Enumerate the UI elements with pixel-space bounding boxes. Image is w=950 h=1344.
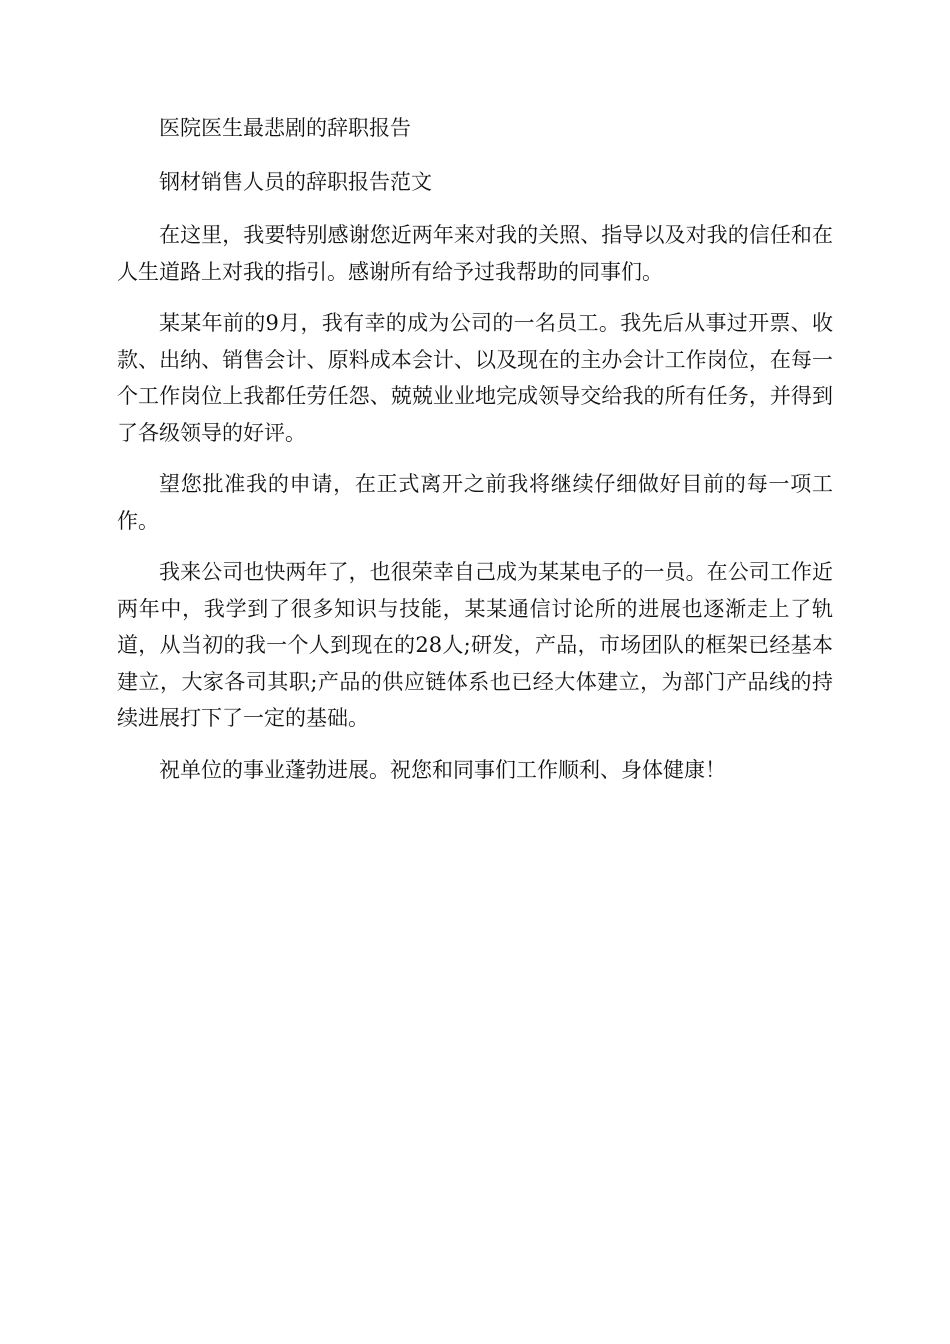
- paragraph-thanks: 在这里，我要特别感谢您近两年来对我的关照、指导以及对我的信任和在人生道路上对我的指引。感谢所有给予过我帮助的同事们。: [117, 223, 833, 284]
- paragraph-work-history: 某某年前的9月，我有幸的成为公司的一名员工。我先后从事过开票、收款、出纳、销售会计、原料成本会计、以及现在的主办会计工作岗位，在每一个工作岗位上我都任劳任怨、兢兢业业地完成领导交给我的所有任务，并得到了各级领导的好评。: [117, 311, 833, 445]
- heading-line-1: 医院医生最悲剧的辞职报告: [159, 116, 411, 140]
- heading-line-2: 钢材销售人员的辞职报告范文: [159, 169, 432, 194]
- document-body: [117, 110, 833, 803]
- paragraph-closing-wishes: 祝单位的事业蓬勃进展。祝您和同事们工作顺利、身体健康！: [159, 757, 726, 782]
- paragraph-request: 望您批准我的申请，在正式离开之前我将继续仔细做好目前的每一项工作。: [117, 472, 833, 533]
- paragraph-experience: 我来公司也快两年了，也很荣幸自己成为某某电子的一员。在公司工作近两年中，我学到了很多知识与技能，某某通信讨论所的进展也逐渐走上了轨道，从当初的我一个人到现在的28人;研发，产品，市场团队的框架已经基本建立，大家各司其职;产品的供应链体系也已经大体建立，为部门产品线的持续进展打下了一定的基础。: [117, 560, 833, 730]
